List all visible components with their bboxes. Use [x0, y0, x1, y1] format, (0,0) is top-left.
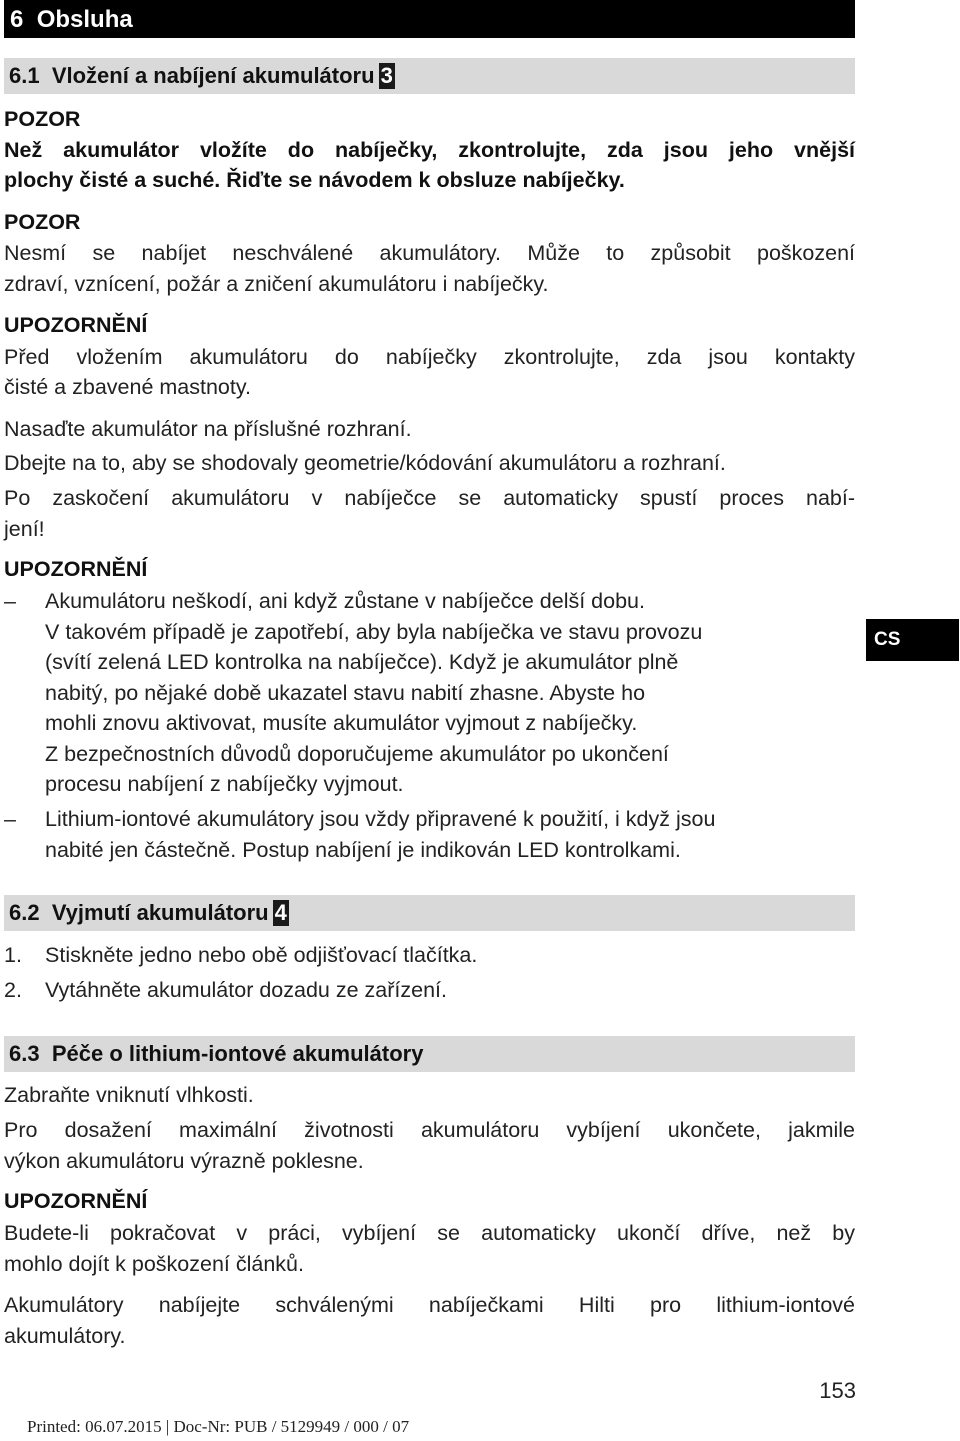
list-item-line: V takovém případě je zapotřebí, aby byla nabíječka ve stavu provozu: [45, 620, 703, 644]
note-text-line: čisté a zbavené mastnoty.: [4, 375, 251, 399]
section-heading-6-3: [4, 1036, 855, 1072]
section-title: Vyjmutí akumulátoru: [51, 900, 269, 925]
figure-ref: 4: [274, 900, 287, 925]
print-footer: Printed: 06.07.2015 | Doc-Nr: PUB / 5129949 / 000 / 07: [27, 1417, 410, 1436]
list-item-line: procesu nabíjení z nabíječky vyjmout.: [45, 772, 404, 796]
list-item-line: Akumulátoru neškodí, ani když zůstane v nabíječce delší dobu.: [45, 589, 645, 613]
note-label: UPOZORNĚNÍ: [4, 557, 148, 581]
section-number: 6.1: [9, 63, 40, 88]
caution-label: POZOR: [4, 107, 81, 131]
list-item-line: nabitý, po nějaké době ukazatel stavu nabití zhasne. Abyste ho: [45, 681, 646, 705]
chapter-number: 6: [10, 6, 24, 33]
step-number: 2.: [4, 978, 22, 1002]
section-heading-6-2: [4, 895, 855, 931]
chapter-title: Obsluha: [36, 6, 133, 33]
note-text-line: Budete-li pokračovat v práci, vybíjení se automaticky ukončí dříve, než by: [4, 1221, 855, 1245]
step-text: Stiskněte jedno nebo obě odjišťovací tlačítka.: [45, 943, 478, 967]
paragraph: Dbejte na to, aby se shodovaly geometrie/kódování akumulátoru a rozhraní.: [4, 451, 726, 475]
chapter-header: [4, 0, 855, 38]
caution-text-line: Než akumulátor vložíte do nabíječky, zkontrolujte, zda jsou jeho vnější: [4, 138, 855, 162]
list-item-line: Lithium-iontové akumulátory jsou vždy připravené k použití, i když jsou: [45, 807, 716, 831]
note-label: UPOZORNĚNÍ: [4, 1189, 148, 1213]
page-number: 153: [819, 1378, 856, 1403]
list-bullet: –: [4, 807, 16, 831]
note-label: UPOZORNĚNÍ: [4, 313, 148, 337]
paragraph-line: akumulátory.: [4, 1324, 126, 1348]
list-bullet: –: [4, 589, 16, 613]
section-title: Péče o lithium-iontové akumulátory: [51, 1041, 424, 1066]
caution-label: POZOR: [4, 210, 81, 234]
list-item-line: (svítí zelená LED kontrolka na nabíječce). Když je akumulátor plně: [45, 650, 679, 674]
note-text-line: Před vložením akumulátoru do nabíječky zkontrolujte, zda jsou kontakty: [4, 345, 855, 369]
caution-text-line: plochy čisté a suché. Řiďte se návodem k obsluze nabíječky.: [4, 168, 625, 192]
language-tab: CS: [866, 619, 959, 661]
note-text-line: mohlo dojít k poškození článků.: [4, 1252, 304, 1276]
paragraph: Zabraňte vniknutí vlhkosti.: [4, 1083, 254, 1107]
list-item-line: mohli znovu aktivovat, musíte akumulátor vyjmout z nabíječky.: [45, 711, 638, 735]
paragraph: Nasaďte akumulátor na příslušné rozhraní.: [4, 417, 412, 441]
list-item-line: nabité jen částečně. Postup nabíjení je indikován LED kontrolkami.: [45, 838, 681, 862]
step-number: 1.: [4, 943, 22, 967]
caution-text-line: zdraví, vznícení, požár a zničení akumulátoru i nabíječky.: [4, 272, 549, 296]
paragraph-line: Akumulátory nabíjejte schválenými nabíječkami Hilti pro lithium-iontové: [4, 1293, 855, 1317]
section-number: 6.3: [9, 1041, 40, 1066]
paragraph-line: Pro dosažení maximální životnosti akumulátoru vybíjení ukončete, jakmile: [4, 1118, 855, 1142]
section-heading-6-1: [4, 58, 855, 94]
paragraph-line: Po zaskočení akumulátoru v nabíječce se automaticky spustí proces nabí-: [4, 486, 855, 510]
caution-text-line: Nesmí se nabíjet neschválené akumulátory. Může to způsobit poškození: [4, 241, 855, 265]
paragraph-line: jení!: [4, 517, 45, 541]
figure-ref: 3: [380, 63, 393, 88]
step-text: Vytáhněte akumulátor dozadu ze zařízení.: [45, 978, 447, 1002]
paragraph-line: výkon akumulátoru výrazně poklesne.: [4, 1149, 364, 1173]
section-title: Vložení a nabíjení akumulátoru: [51, 63, 375, 88]
section-number: 6.2: [9, 900, 40, 925]
list-item-line: Z bezpečnostních důvodů doporučujeme akumulátor po ukončení: [45, 742, 669, 766]
